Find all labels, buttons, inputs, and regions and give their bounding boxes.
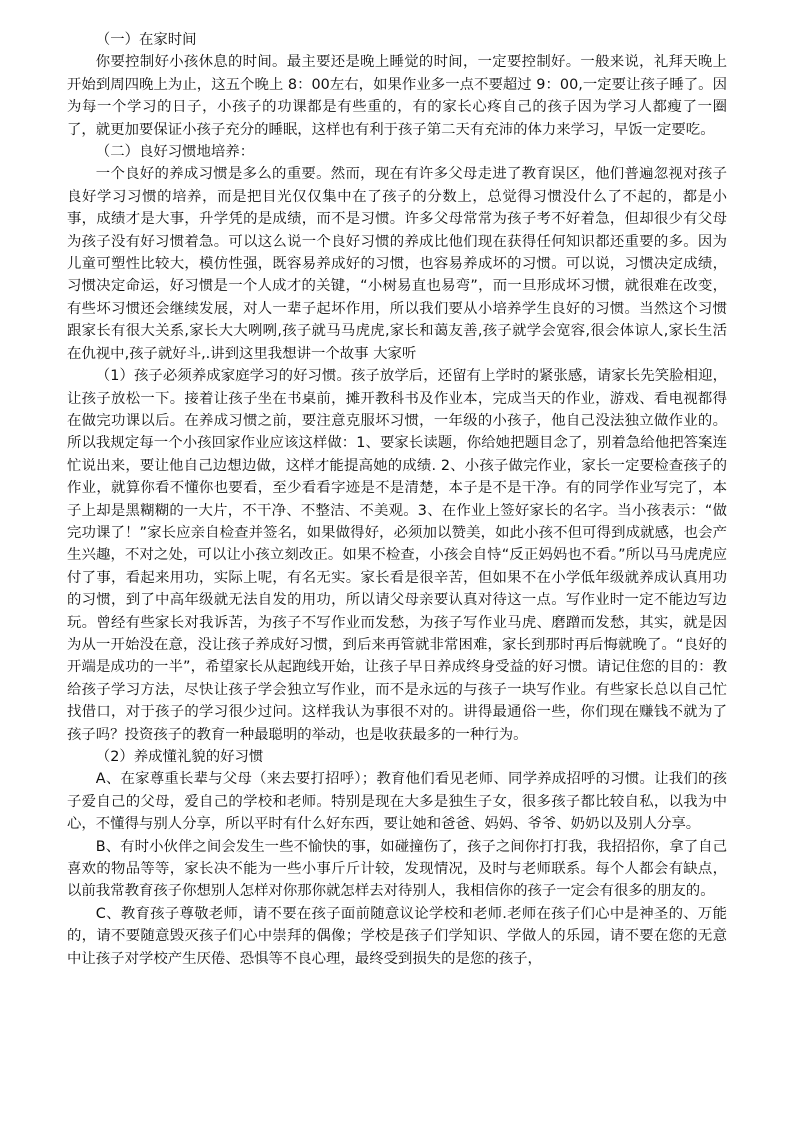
paragraph-good-habits: 一个良好的养成习惯是多么的重要。然而，现在有许多父母走进了教育误区，他们普遍忽视对孩子良好学习习惯的培养，而是把目光仅仅集中在了孩子的分数上，总觉得习惯没什么了不起的，都是小事，成绩才是大事，升学凭的是成绩，而不是习惯。许多父母常常为孩子考不好着急，但却很少有父母为孩子没有好习惯着急。可以这么说一个良好习惯的养成比他们现在获得任何知识都还重要的多。因为儿童可塑性比较大，模仿性强，既容易养成好的习惯，也容易养成坏的习惯。可以说，习惯决定成绩，习惯决定命运，好习惯是一个人成才的关键，“小树易直也易弯”，而一旦形成坏习惯，就很难在改变，有些坏习惯还会继续发展，对人一辈子起坏作用，所以我们要从小培养学生良好的习惯。当然这个习惯跟家长有很大关系,家长大大咧咧,孩子就马马虎虎,家长和蔼友善,孩子就学会宽容,很会体谅人,家长生活在仇视中,孩子就好斗,.讲到这里我想讲一个故事 大家听 — [67, 166, 727, 362]
section-heading-politeness: （2）养成懂礼貌的好习惯 — [95, 749, 264, 765]
paragraph-home-time: 你要控制好小孩休息的时间。最主要还是晚上睡觉的时间，一定要控制好。一般来说，礼拜天晚上开始到周四晚上为止，这五个晚上 8：00左右，如果作业多一点不要超过 9：00,一定要让孩子睡了。因为每一个学习的日子，小孩子的功课都是有些重的，有的家长心疼自己的孩子因为学习人都瘦了一圈了，就更加要保证小孩子充分的睡眠，这样也有利于孩子第二天有充沛的体力来学习，早饭一定要吃。 — [67, 54, 727, 138]
paragraph-politeness-b: B、有时小伙伴之间会发生一些不愉快的事，如碰撞伤了，孩子之间你打打我，我招招你，拿了自己喜欢的物品等等，家长决不能为一些小事斤斤计较，发现情况，及时与老师联系。每个人都会有缺点，以前我常教育孩子你想别人怎样对你那你就怎样去对待别人，我相信你的孩子一定会有很多的朋友的。 — [67, 838, 727, 900]
paragraph-politeness-a: A、在家尊重长辈与父母（来去要打招呼）；教育他们看见老师、同学养成招呼的习惯。让我们的孩子爱自己的父母，爱自己的学校和老师。特别是现在大多是独生子女，很多孩子都比较自私，以我为中心，不懂得与别人分享，所以平时有什么好东西，要让她和爸爸、妈妈、爷爷、奶奶以及别人分享。 — [67, 771, 727, 833]
section-heading-home-time: （一）在家时间 — [95, 32, 197, 48]
document-body — [67, 29, 727, 970]
paragraph-study-habit: （1）孩子必须养成家庭学习的好习惯。孩子放学后，还留有上学时的紧张感，请家长先笑脸相迎，让孩子放松一下。接着让孩子坐在书桌前，摊开教科书及作业本，完成当天的作业，游戏、看电视都得在做完功课以后。在养成习惯之前，要注意克服坏习惯，一年级的小孩子，他自己没法独立做作业的。所以我规定每一个小孩回家作业应该这样做：1、要家长读题，你给她把题目念了，别着急给他把答案连忙说出来，要让他自己边想边做，这样才能提高她的成绩. 2、小孩子做完作业，家长一定要检查孩子的作业，就算你看不懂你也要看，至少看看字迹是不是清楚，本子是不是干净。有的同学作业写完了，本子上却是黑糊糊的一大片，不干净、不整洁、不美观。3、在作业上签好家长的名字。当小孩表示：“做完功课了！”家长应亲自检查并签名，如果做得好，必须加以赞美，如此小孩不但可得到成就感，也会产生兴趣，不对之处，可以让小孩立刻改正。如果不检查，小孩会自恃“反正妈妈也不看。”所以马马虎虎应付了事，看起来用功，实际上呢，有名无实。家长看是很辛苦，但如果不在小学低年级就养成认真用功的习惯，到了中高年级就无法自发的用功，所以请父母亲要认真对待这一点。写作业时一定不能边写边玩。曾经有些家长对我诉苦，为孩子不写作业而发愁，为孩子写作业马虎、磨蹭而发愁，其实，就是因为从一开始没在意，没让孩子养成好习惯，到后来再管就非常困难，家长到那时再后悔就晚了。“良好的开端是成功的一半”，希望家长从起跑线开始，让孩子早日养成终身受益的好习惯。请记住您的目的：教给孩子学习方法，尽快让孩子学会独立写作业，而不是永远的与孩子一块写作业。有些家长总以自己忙找借口，对于孩子的学习很少过问。这样我认为事很不对的。讲得最通俗一些，你们现在赚钱不就为了孩子吗？投资孩子的教育一种最聪明的举动，也是收获最多的一种行为。 — [67, 368, 727, 743]
section-heading-good-habits: （二）良好习惯地培养： — [95, 144, 255, 161]
paragraph-politeness-c: C、教育孩子尊敬老师，请不要在孩子面前随意议论学校和老师.老师在孩子们心中是神圣的、万能的，请不要随意毁灭孩子们心中崇拜的偶像；学校是孩子们学知识、学做人的乐园，请不要在您的无意中让孩子对学校产生厌倦、恐惧等不良心理，最终受到损失的是您的孩子， — [67, 905, 727, 967]
